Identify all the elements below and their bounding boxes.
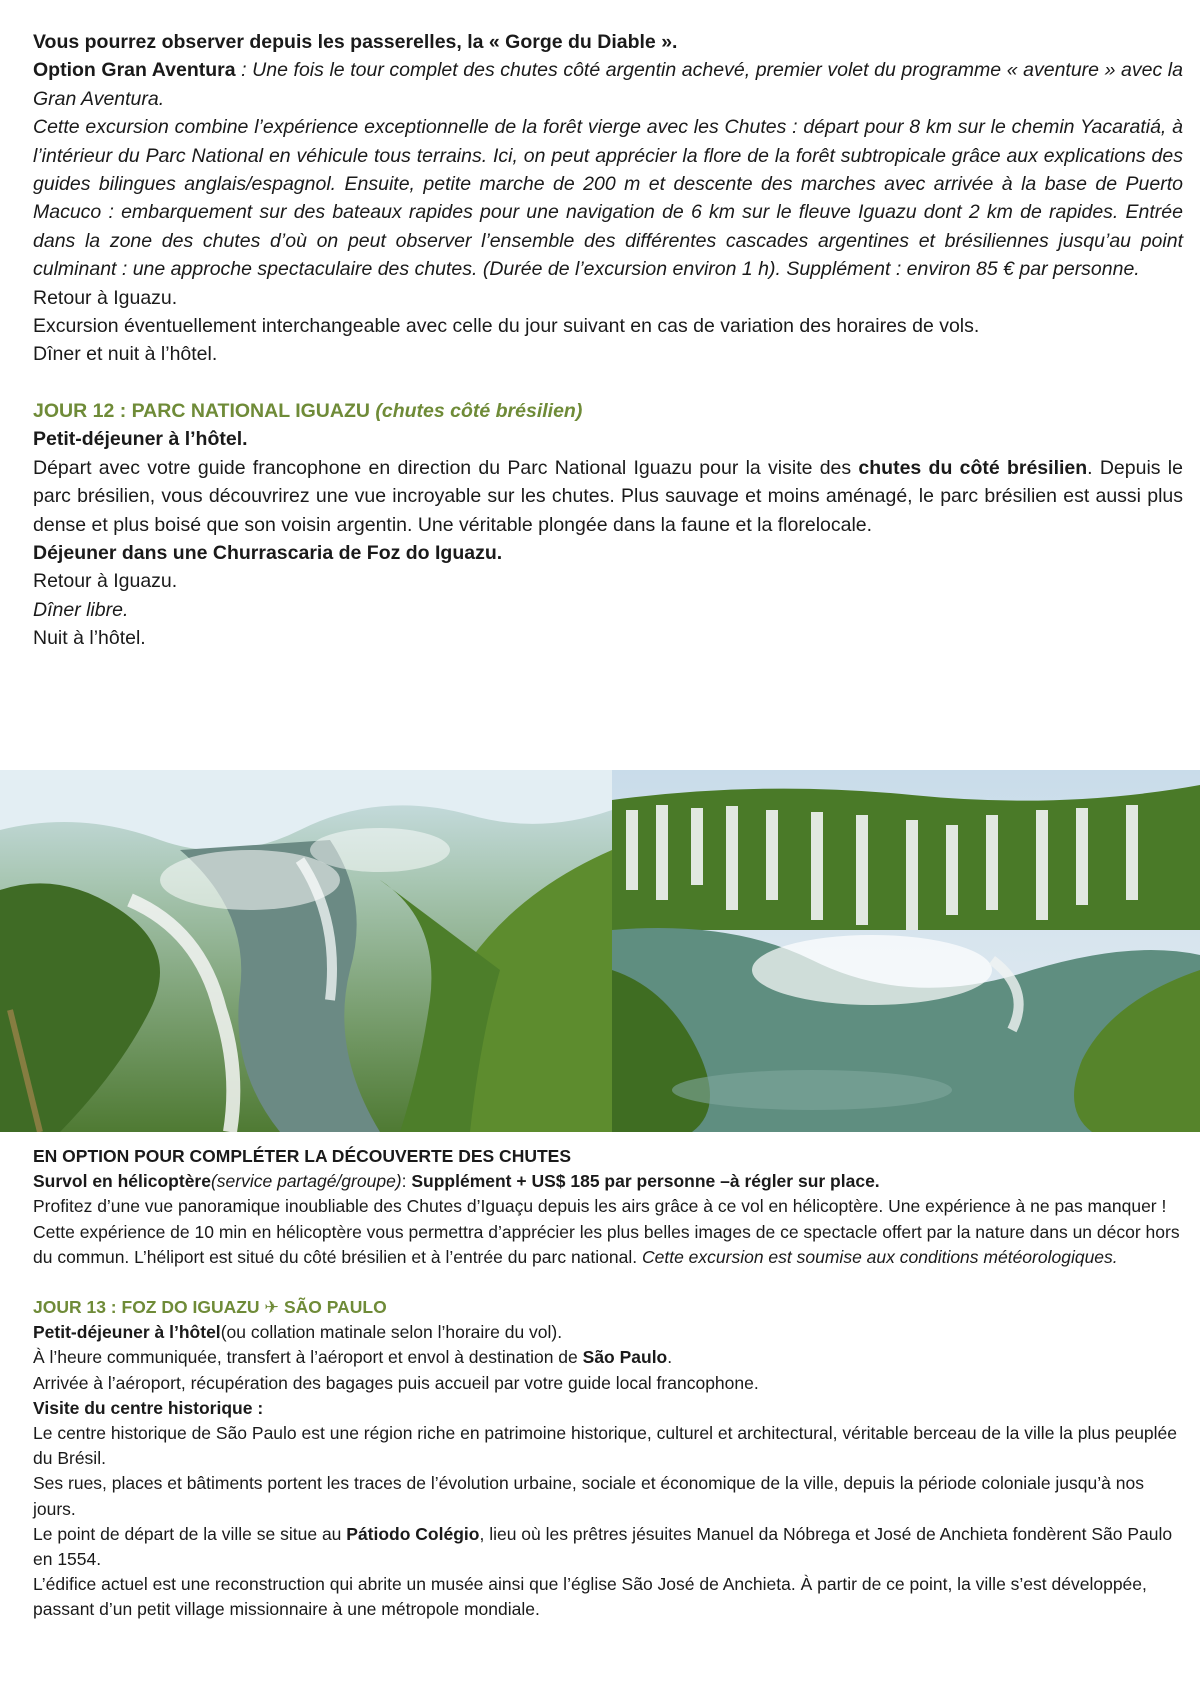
day12-lunch: Déjeuner dans une Churrascaria de Foz do Iguazu. (33, 541, 503, 564)
day13-title-a: JOUR 13 : FOZ DO IGUAZU (33, 1297, 265, 1318)
heli-colon: : (401, 1171, 412, 1192)
day13-p6 (33, 1522, 1183, 1572)
day13-transfer-b: . (667, 1347, 673, 1368)
day13-breakfast-rest: (ou collation matinale selon l’horaire du vol). (220, 1322, 563, 1343)
return-line: Retour à Iguazu. (33, 286, 178, 309)
interchange-line: Excursion éventuellement interchangeable avec celle du jour suivant en cas de variation des horaires de vols. (33, 315, 980, 338)
option-title: EN OPTION POUR COMPLÉTER LA DÉCOUVERTE DES CHUTES (33, 1146, 572, 1166)
aerial-falls-photo (0, 770, 612, 1132)
day12-text-a: Départ avec votre guide francophone en direction du Parc National Iguazu pour la visite des (33, 456, 859, 479)
photo-strip (0, 770, 1200, 1132)
day12-text-b: . Depuis le parc brésilien, vous découvrirez une vue incroyable sur les chutes. Plus sauvage et moins aménagé, le parc brésilien est aussi plus dense et plus boisé que son voisin argentin. Une véritable plongée dans la faune et la florelocale. (33, 456, 1183, 536)
day13-arrival: Arrivée à l’aéroport, récupération des bagages puis accueil par votre guide local francophone. (33, 1372, 759, 1393)
day13-breakfast-bold: Petit-déjeuner à l’hôtel (33, 1322, 221, 1343)
day12-dinner: Dîner libre. (33, 598, 129, 621)
intro-line: Vous pourrez observer depuis les passerelles, la « Gorge du Diable ». (33, 31, 678, 53)
heli-supplement: Supplément + US$ 185 par personne –à régler sur place. (411, 1171, 880, 1192)
option-text: : Une fois le tour complet des chutes côté argentin achevé, premier volet du programme « aventure » avec la Gran Aventura. (33, 59, 1183, 110)
heli-text: Profitez d’une vue panoramique inoubliable des Chutes d’Iguaçu depuis les airs grâce à ce vol en hélicoptère. Une expérience à ne pas manquer ! Cette expérience de 10 min en hélicoptère vous permettra d’apprécier les plus belles images de ce spectacle offert par la nature dans un décor hors du commun. L’héliport est situé du côté brésilien et à l’entrée du parc national. (33, 1196, 1180, 1267)
day13-transfer (33, 1345, 1183, 1370)
day13-p5: Ses rues, places et bâtiments portent les traces de l’évolution urbaine, sociale et économique de la ville, depuis la période coloniale jusqu’à nos jours. (33, 1473, 1144, 1519)
day12-title-main: JOUR 12 : PARC NATIONAL IGUAZU (33, 399, 376, 422)
heli-note: (service partagé/groupe) (210, 1171, 402, 1192)
heli-weather-note: Cette excursion est soumise aux conditions météorologiques. (641, 1246, 1118, 1267)
day12-text-bold: chutes du côté brésilien (858, 456, 1088, 479)
day12-title (33, 397, 1183, 425)
excursion-paragraph: Cette excursion combine l’expérience exceptionnelle de la forêt vierge avec les Chutes : départ pour 8 km sur le chemin Yacaratiá, à l’intérieur du Parc National en véhicule tous terrains. Ici, on peut apprécier la flore de la forêt subtropicale grâce aux explications des guides bilingues anglais/espagnol. Ensuite, petite marche de 200 m et descente des marches avec arrivée à la base de Puerto Macuco : embarquement sur des bateaux rapides pour une navigation de 6 km sur le fleuve Iguazu dont 2 km de rapides. Entrée dans la zone des chutes d’où on peut observer l’ensemble des différentes cascades argentines et brésiliennes jusqu’au point culminant : une approche spectaculaire des chutes. (Durée de l’excursion environ 1 h). Supplément : environ 85 € par personne. (33, 116, 1183, 281)
plane-icon: ✈ (264, 1297, 280, 1318)
day12-return: Retour à Iguazu. (33, 570, 178, 593)
day13-p6-bold: Pátiodo Colégio (346, 1523, 480, 1544)
top-section (33, 28, 1183, 653)
day13-title-b: SÃO PAULO (279, 1297, 387, 1318)
day12-title-sub: (chutes côté brésilien) (375, 399, 583, 422)
day13-title (33, 1295, 1183, 1320)
day13-visit-title: Visite du centre historique : (33, 1397, 264, 1418)
day12-night: Nuit à l’hôtel. (33, 627, 146, 650)
dinner-line: Dîner et nuit à l’hôtel. (33, 343, 218, 366)
heli-label: Survol en hélicoptère (33, 1171, 211, 1192)
day13-p4: Le centre historique de São Paulo est une région riche en patrimoine historique, culturel et architectural, véritable berceau de la ville la plus peuplée du Brésil. (33, 1423, 1178, 1469)
day13-transfer-city: São Paulo (582, 1347, 668, 1368)
day13-p6-b: , lieu où les prêtres jésuites Manuel da Nóbrega et José de Anchieta fondèrent São Paulo en 1554. (33, 1523, 1173, 1570)
heli-paragraph (33, 1194, 1183, 1270)
day12-paragraph (33, 454, 1183, 539)
day13-transfer-a: À l’heure communiquée, transfert à l’aéroport et envol à destination de (33, 1347, 583, 1368)
heli-line (33, 1169, 1183, 1194)
day13-p6-a: Le point de départ de la ville se situe au (33, 1523, 347, 1544)
day13-p7: L’édifice actuel est une reconstruction qui abrite un musée ainsi que l’église São José de Anchieta. À partir de ce point, la ville s’est développée, passant d’un petit village missionnaire à une métropole mondiale. (33, 1574, 1147, 1620)
day13-breakfast (33, 1320, 1183, 1345)
brazil-falls-photo (612, 770, 1200, 1132)
day12-breakfast: Petit-déjeuner à l’hôtel. (33, 428, 248, 451)
option-label: Option Gran Aventura (33, 59, 236, 82)
bottom-section (33, 1144, 1183, 1623)
option-gran-aventura (33, 56, 1183, 113)
